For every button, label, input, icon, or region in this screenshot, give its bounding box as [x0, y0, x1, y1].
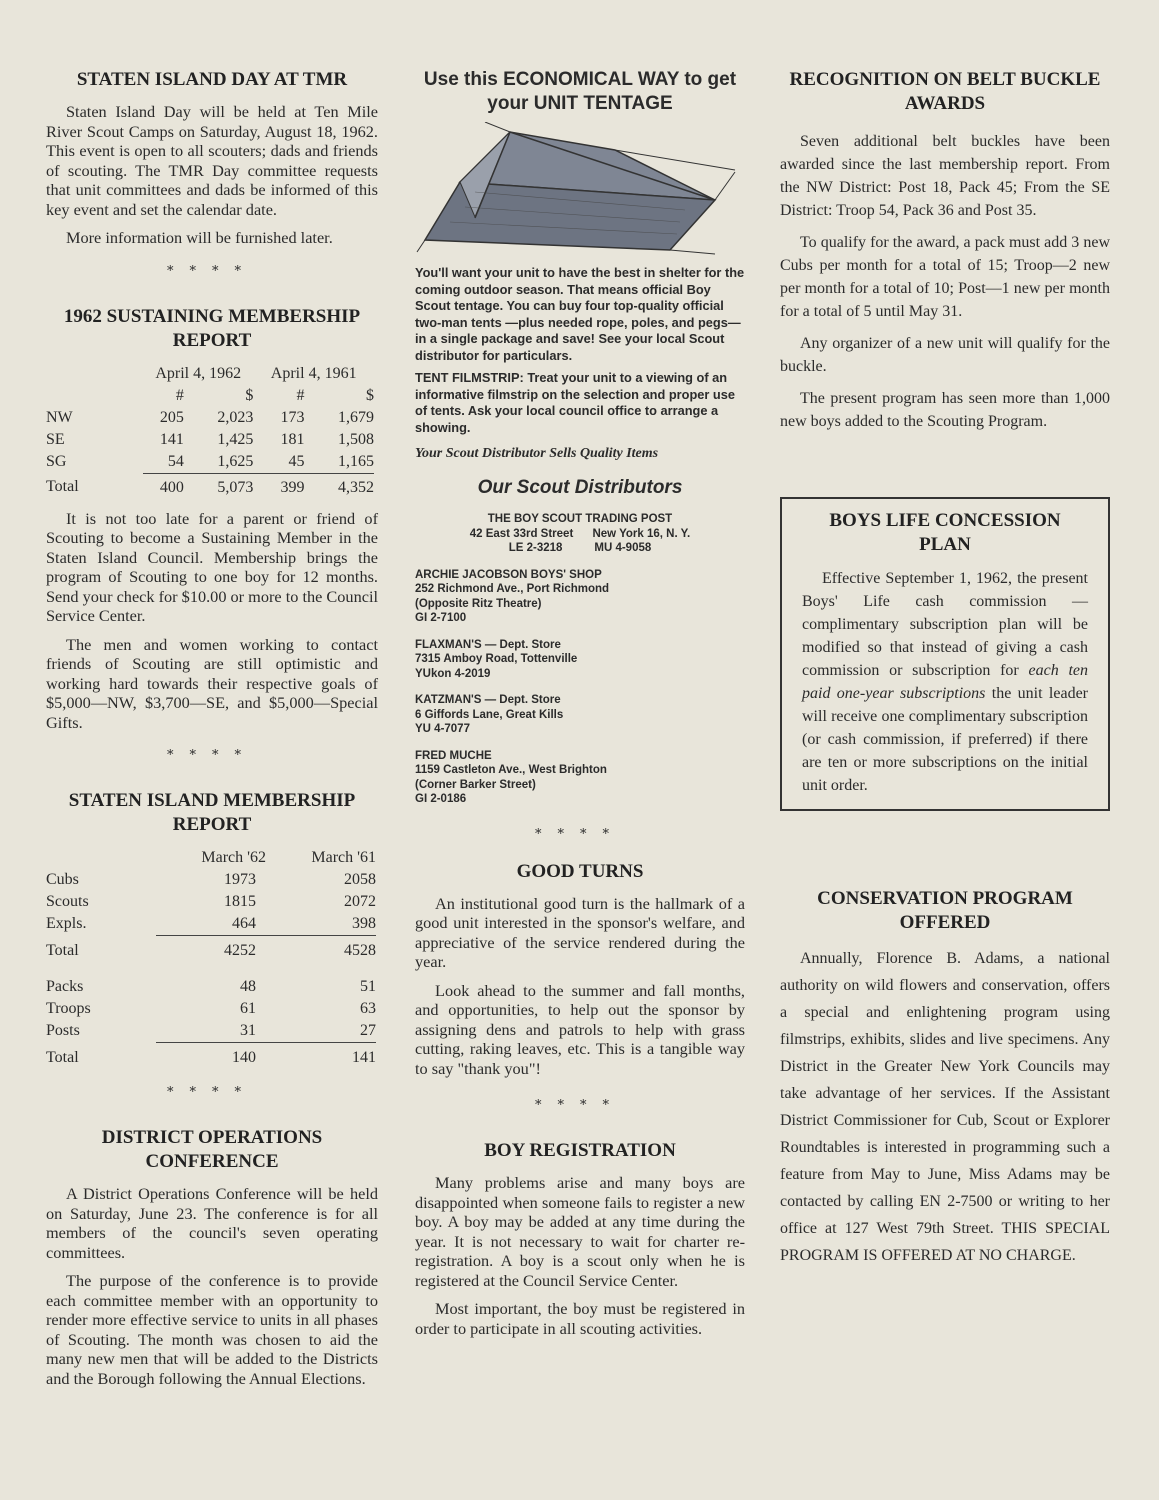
belt-buckle-paragraph-2: To qualify for the award, a pack must add 3 new Cubs per month for a total of 15; Troop—2 new per month for a total of 10; Post—1 new per month for a total of 5 until May 31. — [780, 234, 1110, 320]
tmr-paragraph-1: Staten Island Day will be held at Ten Mile River Scout Camps on Saturday, August 18, 1962. This event is open to all scouters; dads and friends of scouting. The TMR Day committee requests that unit committees and dads be informed of this key event and set the calendar date. — [46, 102, 378, 219]
cell: 4252 — [224, 942, 256, 959]
sub-header: # — [296, 386, 305, 404]
row-label: Scouts — [46, 893, 89, 910]
distributor-note: (Opposite Ritz Theatre) — [415, 597, 542, 610]
row-label: Expls. — [46, 915, 87, 933]
distributor-trading-post — [415, 512, 745, 556]
cell: 1,508 — [338, 430, 374, 448]
distributor-name: FLAXMAN'S — Dept. Store — [415, 638, 561, 651]
row-label: Total — [46, 941, 79, 959]
tent-illustration — [415, 122, 745, 257]
cell: 464 — [156, 913, 266, 936]
distributor-katzmans — [415, 693, 745, 737]
row-label: Total — [46, 478, 79, 496]
membership-heading: STATEN ISLAND MEMBERSHIP REPORT — [68, 790, 356, 835]
row-label: Troops — [46, 1000, 91, 1017]
cell: 31 — [156, 1020, 266, 1043]
good-turns-paragraph-2: Look ahead to the summer and fall months, and opportunities, to help out the sponsor by assigning dens and patrols to help with grass cutting, raking leaves, etc. This is a tangible way to say "thank you"! — [415, 980, 745, 1078]
distributor-muche — [415, 749, 745, 807]
registration-paragraph-1: Many problems arise and many boys are disappointed when someone fails to register a new boy. A boy may be added at any time during the year. It is not necessary to wait for charter re-registration. A boy is a scout only when he is registered at the Council Service Center. — [415, 1173, 745, 1290]
table-row — [46, 429, 374, 451]
distributor-name: ARCHIE JACOBSON BOYS' SHOP — [415, 568, 602, 581]
cell: 140 — [232, 1049, 256, 1066]
tmr-paragraph-2: More information will be furnished later. — [66, 228, 333, 247]
cell: 400 — [159, 478, 184, 496]
membership-table — [46, 847, 376, 1069]
distributors-heading: Our Scout Distributors — [477, 477, 683, 498]
sub-header: $ — [245, 386, 254, 404]
membership-col-62: March '62 — [201, 849, 266, 866]
cell: 399 — [280, 478, 305, 496]
section-divider: **** — [167, 263, 257, 279]
district-conference-heading: DISTRICT OPERATIONS CONFERENCE — [101, 1127, 323, 1172]
distributor-address: 7315 Amboy Road, Tottenville — [415, 653, 578, 665]
cell: 45 — [253, 451, 304, 474]
cell: 51 — [360, 978, 376, 995]
column-right — [780, 68, 1110, 1278]
cell: 398 — [266, 913, 376, 936]
cell: 1,165 — [304, 451, 374, 474]
distributor-jacobson — [415, 568, 745, 626]
cell: 2058 — [344, 871, 376, 888]
row-label: Cubs — [46, 871, 79, 888]
cell: 1,679 — [338, 408, 374, 426]
section-divider: **** — [535, 1098, 625, 1113]
distributor-name: KATZMAN'S — Dept. Store — [415, 694, 561, 706]
conservation-paragraph: Annually, Florence B. Adams, a national authority on wild flowers and conservation, offers a special and enlightening program using filmstrips, exhibits, slides and live specimens. Any District in the Greater New York Councils may take advantage of her services. If the Assistant District Commissioner for Cub, Scout or Explorer Roundtables is interested in programming such a feature from May to June, Miss Adams may be contacted by calling EN 2-7500 or writing to her office at 127 West 79th Street. THIS SPECIAL PROGRAM IS OFFERED AT NO CHARGE. — [780, 950, 1110, 1264]
cell: 1973 — [224, 871, 256, 888]
column-left — [46, 68, 378, 1397]
sustaining-table — [46, 363, 374, 499]
belt-buckle-paragraph-3: Any organizer of a new unit will qualify for the buckle. — [780, 335, 1110, 375]
row-label: NW — [46, 408, 73, 426]
table-row — [46, 407, 374, 429]
distributor-tagline: Your Scout Distributor Sells Quality Items — [415, 446, 659, 461]
distributor-address: 252 Richmond Ave., Port Richmond — [415, 583, 610, 595]
boy-registration-heading: BOY REGISTRATION — [484, 1140, 676, 1161]
distributor-phone: LE 2-3218 — [508, 542, 563, 554]
row-label: Posts — [46, 1022, 80, 1040]
distributor-phone: GI 2-7100 — [415, 612, 467, 624]
cell: 181 — [280, 430, 305, 448]
cell: 63 — [360, 1000, 376, 1017]
cell: 1815 — [224, 893, 256, 910]
distributor-name: THE BOY SCOUT TRADING POST — [487, 513, 673, 525]
boys-life-paragraph — [802, 567, 1088, 797]
district-paragraph-2: The purpose of the conference is to provide each committee member with an opportunity to render more effective service to units in all phases of Scouting. The month was chosen to aid the many new men that will be added to the Districts and the Borough following the Annual Elections. — [46, 1271, 378, 1388]
section-divider: **** — [535, 826, 625, 842]
distributor-city: New York 16, N. Y. — [592, 527, 691, 540]
cell: 1,625 — [184, 451, 253, 474]
column-middle — [415, 68, 745, 1347]
distributor-phone: YUkon 4-2019 — [415, 667, 491, 680]
cell: 205 — [159, 408, 184, 426]
distributor-address: 6 Giffords Lane, Great Kills — [415, 708, 564, 721]
cell: 2072 — [344, 893, 376, 910]
tmr-heading: STATEN ISLAND DAY AT TMR — [76, 69, 348, 90]
distributor-flaxmans — [415, 638, 745, 682]
table-row — [46, 976, 376, 998]
belt-buckle-paragraph-4: The present program has seen more than 1,000 new boys added to the Scouting Program. — [780, 390, 1110, 430]
row-label: SE — [46, 430, 65, 448]
boys-life-emphasis: each ten paid one-year subscriptions — [802, 662, 1089, 702]
row-label: SG — [46, 452, 67, 470]
cell: 2,023 — [217, 408, 254, 426]
table-row — [46, 891, 376, 913]
cell: 1,425 — [217, 430, 254, 448]
distributor-address: 1159 Castleton Ave., West Brighton — [415, 764, 607, 776]
cell: 54 — [143, 451, 184, 474]
sustaining-col-1961: April 4, 1961 — [270, 364, 357, 382]
cell: 173 — [280, 408, 305, 426]
boys-life-text: Effective September 1, 1962, the present Boys' Life cash commission —complimentary subscription plan will be modified so that instead of giving a cash commission or subscription for — [802, 570, 1088, 679]
boys-life-text: the unit leader will receive one complimentary subscription (or cash commission, if preferred) if there are ten or more subscriptions on the initial unit order. — [802, 685, 1089, 794]
table-row — [46, 1043, 376, 1070]
tentage-ad-paragraph: You'll want your unit to have the best in shelter for the coming outdoor season. That means official Boy Scout tentage. You can buy four top-quality official two-man tents —plus needed rope, poles, and pegs—in a single package and save! See your local Scout distributor for particulars. — [415, 265, 745, 363]
belt-buckle-paragraph-1: Seven additional belt buckles have been awarded since the last membership report. From the NW District: Post 18, Pack 45; From the SE District: Troop 54, Pack 36 and Post 35. — [780, 133, 1110, 219]
distributor-phone: MU 4-9058 — [594, 542, 652, 554]
distributor-address: 42 East 33rd Street — [469, 527, 574, 540]
cell: 4528 — [344, 942, 376, 959]
distributor-name: FRED MUCHE — [415, 749, 492, 762]
sub-header: # — [175, 386, 184, 404]
tentage-ad-heading: Use this ECONOMICAL WAY to get your UNIT TENTAGE — [423, 69, 737, 114]
table-row — [46, 1020, 376, 1043]
sub-header: $ — [366, 386, 374, 404]
cell: 141 — [159, 430, 184, 448]
cell: 5,073 — [217, 478, 254, 496]
table-row — [46, 869, 376, 891]
membership-col-61: March '61 — [311, 849, 376, 866]
sustaining-heading: 1962 SUSTAINING MEMBERSHIP REPORT — [63, 305, 361, 351]
cell: 61 — [240, 1000, 256, 1017]
cell: 27 — [266, 1020, 376, 1043]
cell: 4,352 — [338, 478, 374, 496]
table-row — [46, 451, 374, 474]
cell: 141 — [352, 1049, 376, 1066]
table-row — [46, 936, 376, 963]
good-turns-paragraph-1: An institutional good turn is the hallmark of a good unit interested in the sponsor's welfare, and appreciative of the service rendered during the year. — [415, 893, 745, 971]
boys-life-box — [780, 497, 1110, 811]
section-divider: **** — [167, 748, 257, 763]
filmstrip-paragraph: TENT FILMSTRIP: Treat your unit to a viewing of an informative filmstrip on the selection and proper use of tents. Ask your local council office to arrange a showing. — [415, 370, 735, 435]
sustaining-paragraph-1: It is not too late for a parent or friend of Scouting to become a Sustaining Member in the Staten Island Council. Membership brings the program of Scouting to one boy for 12 months. Send your check for $10.00 or more to the Council Service Center. — [46, 508, 378, 625]
cell: 48 — [240, 978, 256, 995]
table-row — [46, 473, 374, 499]
distributor-phone: GI 2-0186 — [415, 793, 467, 805]
belt-buckle-heading: RECOGNITION ON BELT BUCKLE AWARDS — [789, 69, 1101, 114]
conservation-heading: CONSERVATION PROGRAM OFFERED — [817, 888, 1073, 933]
sustaining-col-1962: April 4, 1962 — [155, 364, 242, 382]
sustaining-paragraph-2: The men and women working to contact friends of Scouting are still optimistic and working hard towards their respective goals of $5,000—NW, $3,700—SE, and $5,000—Special Gifts. — [46, 634, 378, 732]
distributor-note: (Corner Barker Street) — [415, 778, 536, 791]
table-row — [46, 998, 376, 1020]
registration-paragraph-2: Most important, the boy must be registered in order to participate in all scouting activities. — [415, 1299, 745, 1338]
row-label: Packs — [46, 978, 84, 995]
row-label: Total — [46, 1048, 79, 1066]
section-divider: **** — [167, 1085, 257, 1100]
good-turns-heading: GOOD TURNS — [516, 860, 644, 882]
district-paragraph-1: A District Operations Conference will be held on Saturday, June 23. The conference is for all members of the council's seven operating committees. — [46, 1184, 378, 1262]
table-row — [46, 913, 376, 936]
boys-life-heading: BOYS LIFE CONCESSION PLAN — [829, 510, 1061, 555]
distributor-phone: YU 4-7077 — [415, 723, 470, 735]
